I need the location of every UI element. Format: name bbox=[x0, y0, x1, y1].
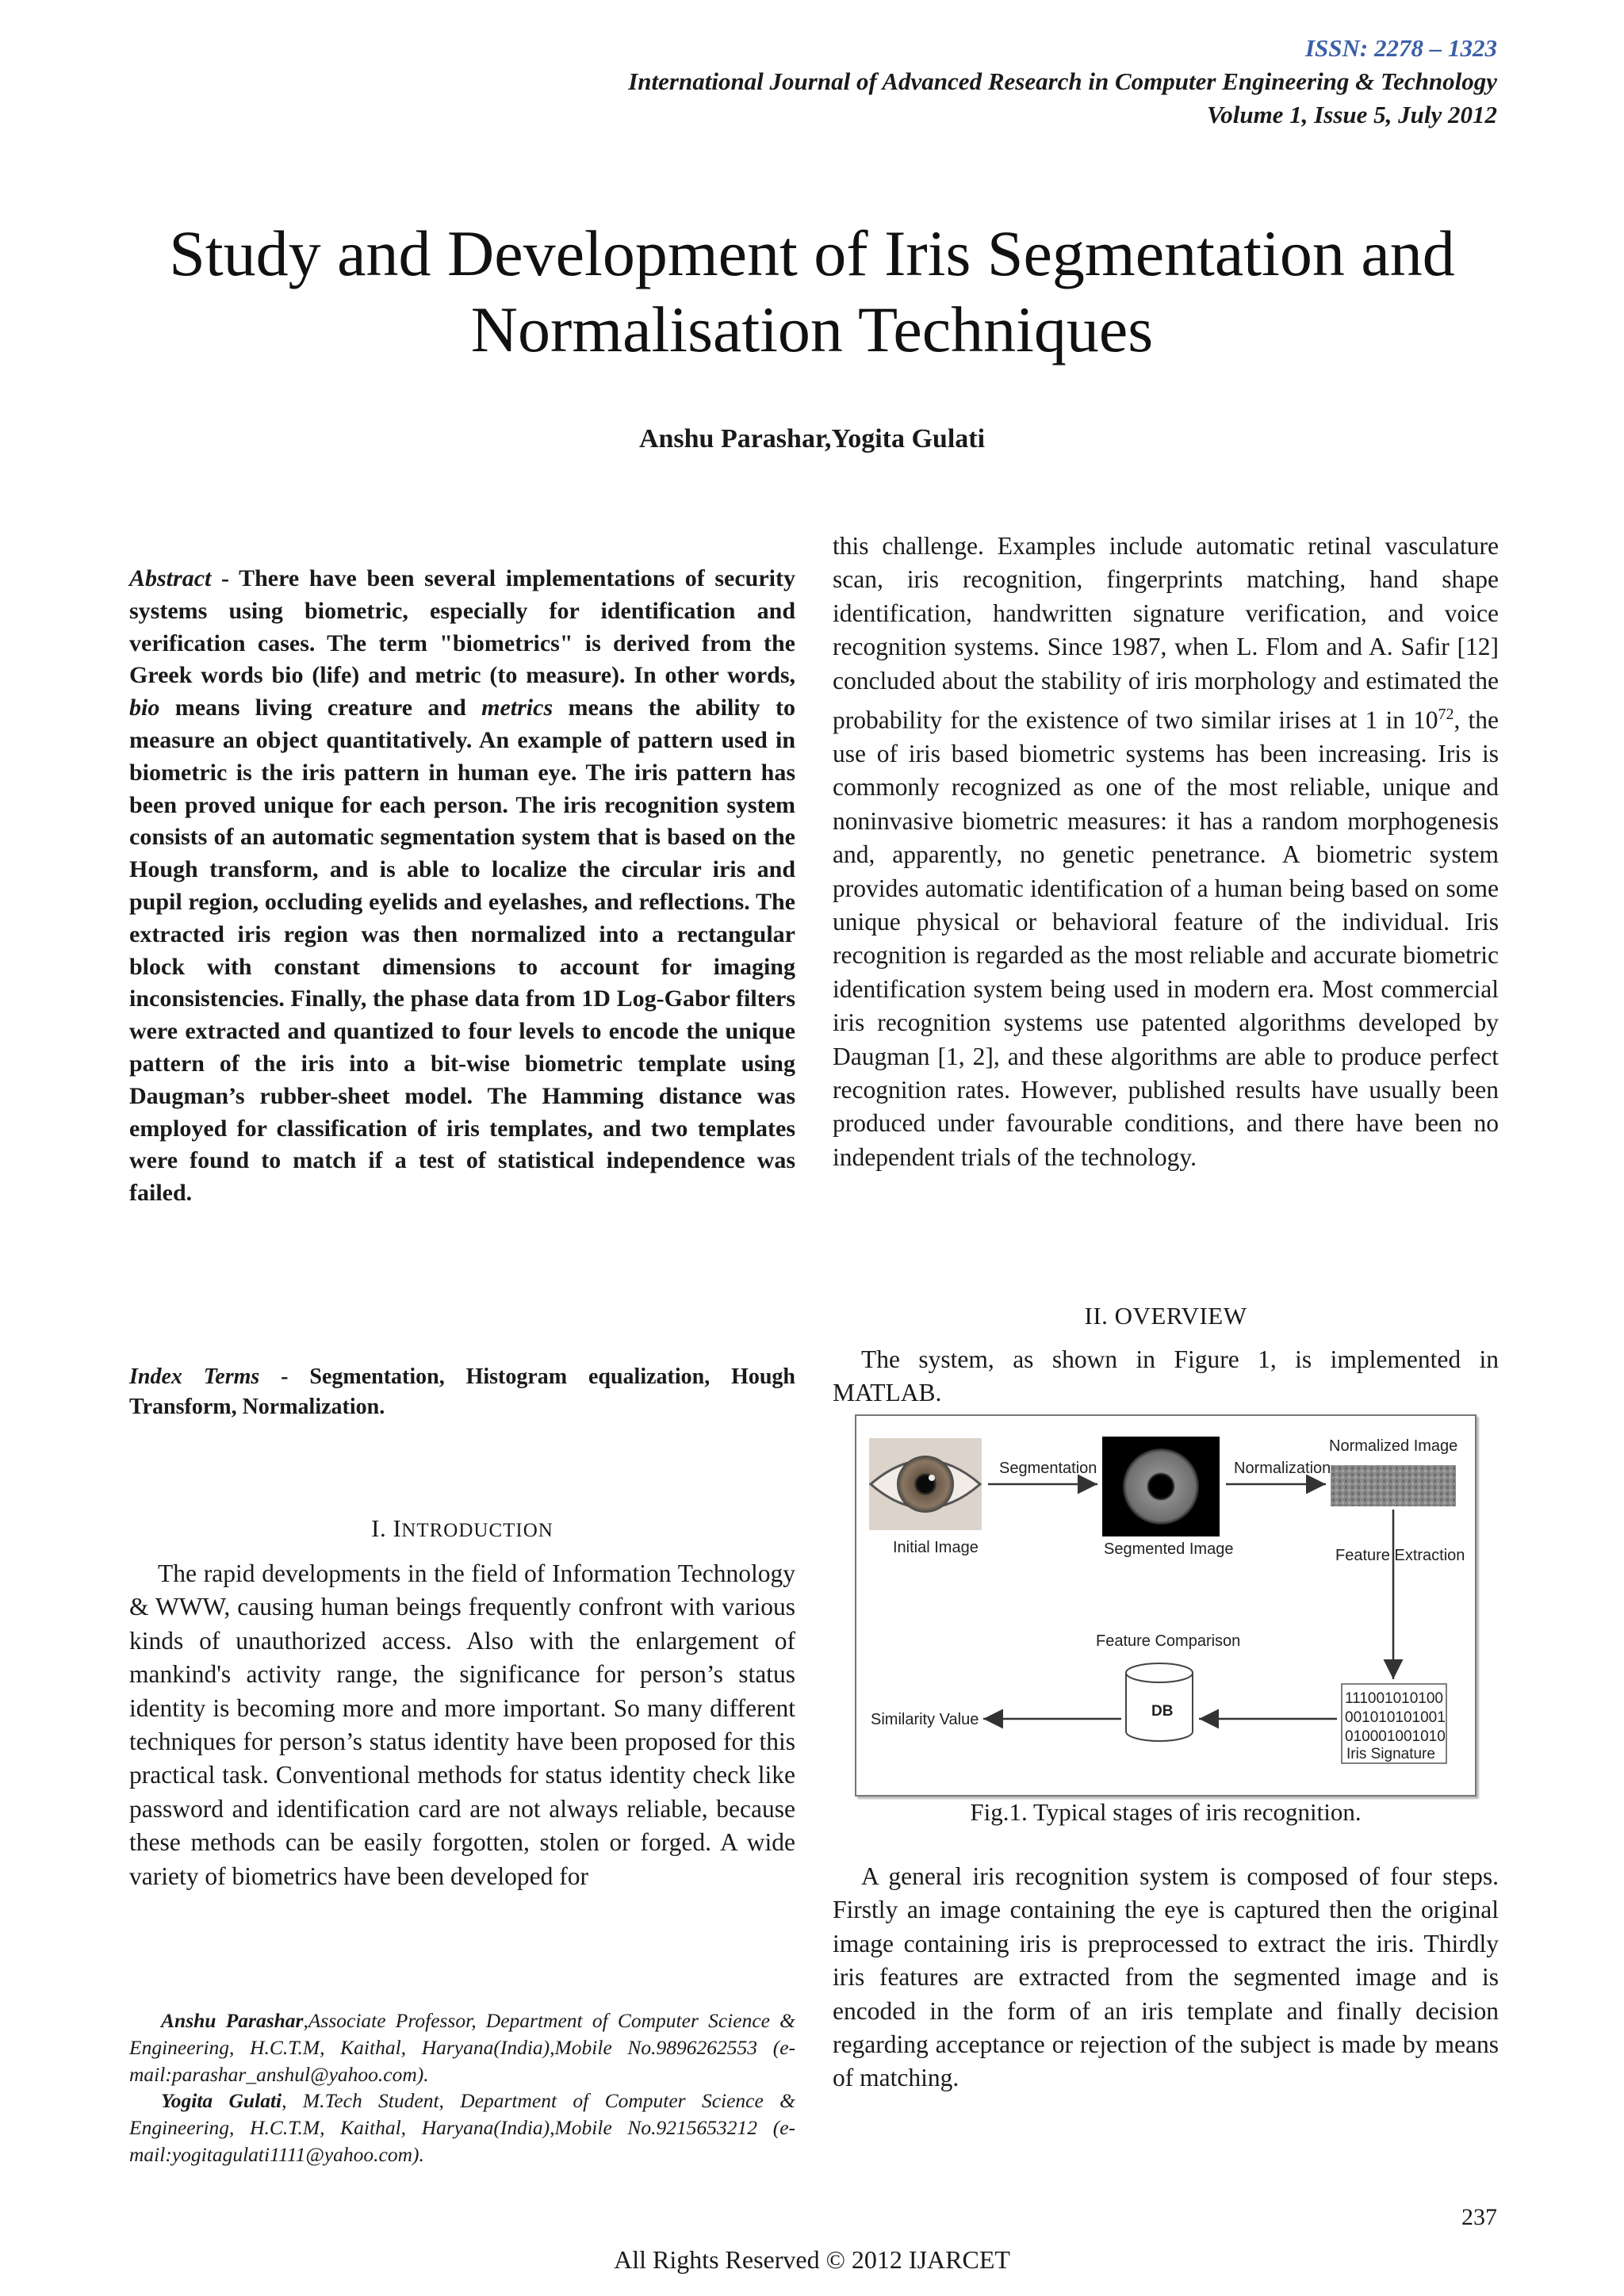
db-label: DB bbox=[1151, 1703, 1174, 1720]
feature-extraction-label: Feature Extraction bbox=[1335, 1547, 1465, 1564]
overview-heading: II. OVERVIEW bbox=[1084, 1302, 1247, 1330]
abstract-sep: - T bbox=[211, 565, 255, 591]
footnote-author-1-name: Anshu Parashar bbox=[161, 2009, 304, 2032]
intro-heading bbox=[129, 1514, 795, 1543]
index-terms bbox=[129, 1362, 795, 1422]
figure-caption: Fig.1. Typical stages of iris recognition. bbox=[970, 1798, 1362, 1826]
author-footnotes bbox=[129, 2007, 795, 2168]
copyright-footer: All Rights Reserved © 2012 IJARCET bbox=[614, 2245, 1010, 2274]
normalized-image-label: Normalized Image bbox=[1329, 1437, 1458, 1455]
iris-signature-label: Iris Signature bbox=[1346, 1746, 1435, 1762]
intro-numeral: I. bbox=[371, 1514, 387, 1542]
footnote-author-2-text: , M.Tech Student, Department of Computer Science & Engineering, H.C.T.M, Kaithal, Haryana(India),Mobile No.9215653212 (e-mail:yogitagulati1111@yahoo.com). bbox=[129, 2089, 795, 2166]
footnote-author-1-text: ,Associate Professor, Department of Computer Science & Engineering, H.C.T.M, Kaithal, Haryana(India),Mobile No.9896262553 (e-mail:parashar_anshul@yahoo.com). bbox=[129, 2009, 796, 2086]
intro-heading-rest: NTRODUCTION bbox=[401, 1520, 553, 1541]
abstract-metrics: metrics bbox=[481, 695, 553, 721]
issn: ISSN: 2278 – 1323 bbox=[1304, 34, 1497, 62]
intro-first-letter: I bbox=[393, 1514, 402, 1542]
general-paragraph: A general iris recognition system is composed of four steps. Firstly an image containing the eye is captured then the original image containing iris is preprocessed to extract the iris. Thirdly iris features are extracted from the segmented image and is encoded in the form of an iris template and finally decision regarding acceptance or rejection of the subject is made by means of matching. bbox=[833, 1862, 1499, 2092]
footnote-author-1 bbox=[129, 2007, 795, 2087]
abstract-text-3: means the ability to measure an object quantitatively. An example of pattern used in biometric is the iris pattern in human eye. The iris pattern has been proved unique for each person. The iris recognition system consists of an automatic segmentation system that is based on the Hough transform, and is able to localize the circular iris and pupil region, occluding eyelids and eyelashes, and reflections. The extracted iris region was then normalized into a rectangular block with constant dimensions to account for imaging inconsistencies. Finally, the phase data from 1D Log-Gabor filters were extracted and quantized to four levels to encode the unique pattern of the iris into a bit-wise biometric template using Daugman’s rubber-sheet model. The Hamming distance was employed for classification of iris templates, and two templates were found to match if a test of statistical independence was failed. bbox=[129, 695, 795, 1207]
intro-cont-exponent: 72 bbox=[1438, 706, 1454, 724]
segmentation-label: Segmentation bbox=[999, 1460, 1097, 1477]
iris-code-row: 111001010100 bbox=[1345, 1690, 1443, 1707]
footnote-author-2 bbox=[129, 2087, 795, 2168]
figure-diagram bbox=[856, 1416, 1475, 1795]
journal-header bbox=[628, 32, 1497, 132]
intro-continuation bbox=[833, 530, 1499, 1174]
paper-title bbox=[0, 216, 1624, 368]
abstract-text-1: here have been several implementations of security systems using biometric, especially for identification and verification cases. The term "biometrics" is derived from the Greek words bio (life) and metric (to measure). In other words, bbox=[129, 565, 795, 689]
intro-cont-2: , the use of iris based biometric systems has been increasing. Iris is commonly recognized as one of the most reliable, unique and noninvasive biometric measures: it has a random morphogenesis and, apparently, no genetic penetrance. A biometric system provides automatic identification of a human being based on some unique physical or behavioral feature of the individual. Iris recognition is regarded as the most reliable and accurate biometric identification system being used in modern era. Most commercial iris recognition systems use patented algorithms developed by Daugman [1, 2], and these algorithms are able to produce perfect recognition rates. However, published results have usually been produced under favourable conditions, and there have been no independent trials of the technology. bbox=[833, 706, 1499, 1171]
segmented-image-label: Segmented Image bbox=[1104, 1540, 1234, 1558]
feature-comparison-label: Feature Comparison bbox=[1096, 1632, 1241, 1650]
initial-image-label: Initial Image bbox=[893, 1539, 979, 1556]
iris-code-row: 001010101001 bbox=[1345, 1709, 1446, 1726]
volume-info: Volume 1, Issue 5, July 2012 bbox=[1206, 101, 1497, 128]
abstract-label: Abstract bbox=[129, 565, 212, 591]
page-number: 237 bbox=[1461, 2204, 1497, 2230]
database-icon bbox=[1126, 1663, 1193, 1741]
normalized-iris-strip bbox=[1331, 1465, 1456, 1506]
index-terms-text: - Segmentation, Histogram equalization, Hough Transform, Normalization. bbox=[129, 1364, 795, 1419]
intro-cont-1: this challenge. Examples include automatic retinal vasculature scan, iris recognition, fingerprints matching, hand shape identification, handwritten signature verification, and voice recognition systems. Since 1987, when L. Flom and A. Safir [12] concluded about the stability of iris morphology and estimated the probability for the existence of two similar irises at 1 in 10 bbox=[833, 532, 1499, 734]
title-line-2: Normalisation Techniques bbox=[470, 293, 1154, 365]
abstract-text-2: means living creature and bbox=[159, 695, 482, 721]
journal-name: International Journal of Advanced Research in Computer Engineering & Technology bbox=[628, 67, 1497, 95]
initial-eye-image bbox=[869, 1438, 982, 1530]
abstract-bio: bio bbox=[129, 695, 160, 721]
normalization-label: Normalization bbox=[1234, 1460, 1331, 1477]
index-terms-label: Index Terms bbox=[129, 1364, 260, 1389]
segmented-iris-image bbox=[1102, 1437, 1220, 1536]
iris-code-row: 010001001010 bbox=[1345, 1728, 1446, 1745]
footnote-author-2-name: Yogita Gulati bbox=[161, 2089, 282, 2113]
intro-paragraph: The rapid developments in the field of Information Technology & WWW, causing human beings frequently confront with various kinds of unauthorized access. Also with the enlargement of mankind's activity range, the significance for person’s status identity is becoming more and more important. So many different techniques for person’s status identity have been proposed for this practical task. Conventional methods for status identity check like password and identification card are not always reliable, because these methods can be easily forgotten, stolen or forged. A wide variety of biometrics have been developed for bbox=[129, 1559, 795, 1890]
abstract bbox=[129, 563, 795, 1210]
title-line-1: Study and Development of Iris Segmentation and bbox=[169, 217, 1455, 289]
similarity-value-label: Similarity Value bbox=[871, 1711, 979, 1728]
overview-paragraph: The system, as shown in Figure 1, is implemented in MATLAB. bbox=[833, 1345, 1499, 1407]
authors: Anshu Parashar,Yogita Gulati bbox=[638, 424, 986, 453]
figure-1 bbox=[855, 1414, 1477, 1797]
